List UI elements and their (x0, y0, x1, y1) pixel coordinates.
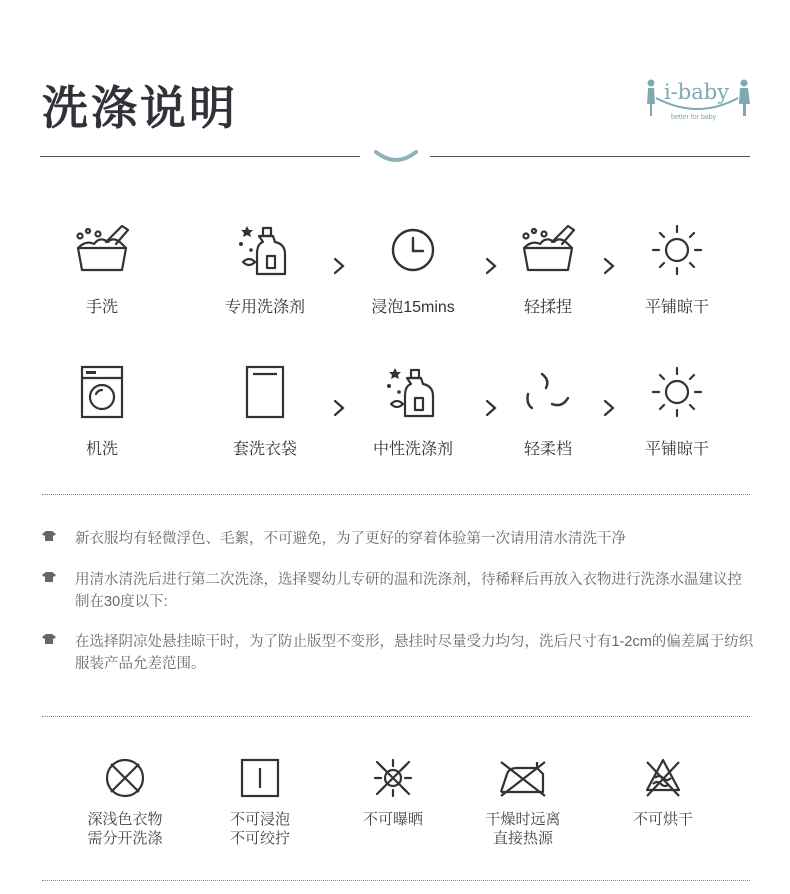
hand-wash-icon (70, 222, 134, 278)
no-sun-icon (371, 756, 415, 800)
laundry-bag-icon (233, 364, 297, 420)
no-dry-clean-icon (641, 756, 685, 800)
step-label: 轻揉捏 (523, 299, 572, 316)
page-title: 洗涤说明 (42, 82, 238, 134)
care-symbol (328, 756, 458, 829)
care-symbol (598, 756, 728, 829)
step-label: 浸泡15mins (371, 299, 455, 316)
step-label: 轻柔档 (523, 441, 572, 458)
step-lay-flat-dry (617, 364, 737, 459)
header-divider-right (430, 156, 750, 157)
chevron-right-icon (332, 398, 346, 418)
step-label: 中性洗涤剂 (372, 441, 453, 458)
care-symbol-label: 深浅色衣物需分开洗涤 (87, 811, 163, 847)
step-label: 专用洗涤剂 (224, 299, 305, 316)
step-label: 套洗衣袋 (232, 441, 297, 458)
care-symbol-label: 不可浸泡不可绞拧 (229, 811, 290, 847)
care-symbol (195, 756, 325, 848)
header-arc-ornament (372, 144, 420, 166)
chevron-right-icon (602, 398, 616, 418)
tshirt-bullet-icon (42, 530, 56, 542)
care-note-text: 用清水清洗后进行第二次洗涤，选择婴幼儿专研的温和洗涤剂，待稀释后再放入衣物进行洗涤水温建议控制在30度以下: (75, 572, 742, 610)
step-label: 机洗 (85, 441, 118, 458)
care-symbol-label: 干燥时远离直接热源 (485, 811, 561, 847)
washing-machine-icon (70, 364, 134, 420)
care-symbol-label: 不可烘干 (632, 811, 693, 828)
section-divider (42, 494, 750, 495)
no-iron-icon (497, 756, 549, 800)
step-gentle-cycle (488, 364, 608, 459)
section-divider (42, 716, 750, 717)
chevron-right-icon (602, 256, 616, 276)
section-divider (42, 880, 750, 881)
hand-wash-icon (516, 222, 580, 278)
step-lay-flat-dry (617, 222, 737, 317)
gentle-cycle-icon (516, 364, 580, 420)
care-symbol (60, 756, 190, 848)
sun-icon (645, 222, 709, 278)
no-wring-icon (238, 756, 282, 800)
brand-logo (644, 74, 752, 126)
tshirt-bullet-icon (42, 633, 56, 645)
logo-wordmark: i-baby (664, 80, 730, 104)
step-laundry-bag (205, 364, 325, 459)
step-neutral-detergent (353, 364, 473, 459)
step-label: 手洗 (85, 299, 118, 316)
header-divider-left (40, 156, 360, 157)
care-note-text: 新衣服均有轻微浮色、毛絮，不可避免，为了更好的穿着体验第一次请用清水清洗干净 (75, 531, 626, 547)
detergent-bottle-icon (233, 222, 297, 278)
care-symbol (458, 756, 588, 848)
detergent-bottle-icon (381, 364, 445, 420)
step-soak (353, 222, 473, 317)
step-hand-wash (42, 222, 162, 317)
chevron-right-icon (332, 256, 346, 276)
care-symbol-label: 不可曝晒 (362, 811, 423, 828)
step-machine-wash (42, 364, 162, 459)
no-tumble-dry-icon (103, 756, 147, 800)
logo-tagline: better for baby (671, 114, 717, 121)
step-gentle-knead (488, 222, 608, 317)
step-special-detergent (205, 222, 325, 317)
sun-icon (645, 364, 709, 420)
tshirt-bullet-icon (42, 571, 56, 583)
step-label: 平铺晾干 (644, 441, 709, 458)
step-label: 平铺晾干 (644, 299, 709, 316)
clock-icon (381, 222, 445, 278)
care-note-text: 在选择阴凉处悬挂晾干时，为了防止版型不变形，悬挂时尽量受力均匀，洗后尺寸有1-2cm的偏差属于纺织服装产品允差范围。 (75, 634, 754, 672)
